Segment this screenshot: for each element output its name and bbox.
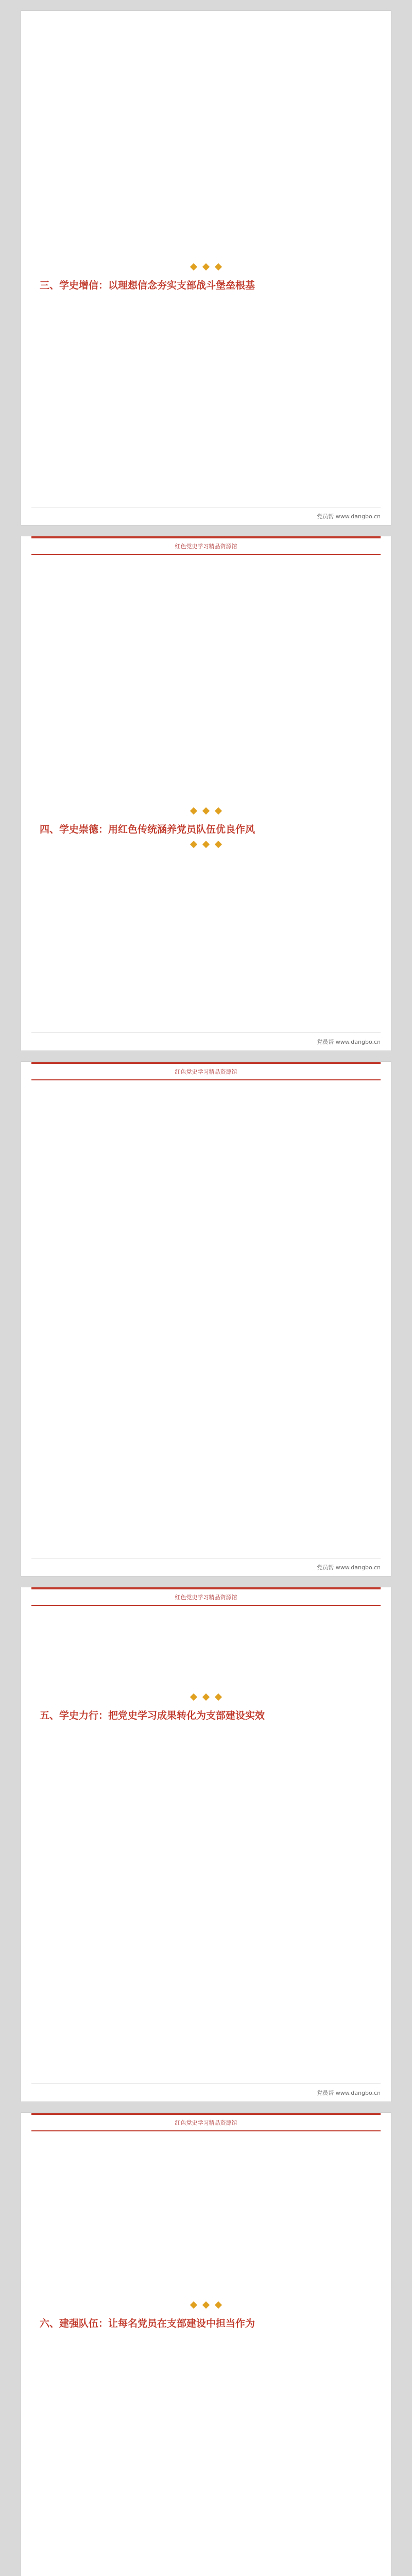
diamond-icon [190,263,197,270]
document-page-2 [21,536,391,1051]
section-title: 三、学史增信：以理想信念夯实支部战斗堡垒根基 [40,280,255,291]
paragraph [40,182,372,259]
diamond-icon [215,1693,222,1701]
section-divider [40,1694,372,1700]
paragraph [40,1810,372,1888]
document-page-1 [21,10,391,526]
paragraph [40,1169,372,1246]
page-header: 红色党史学习精品资源馆 [31,1064,381,1080]
section-divider [40,808,372,814]
paragraph [40,2336,372,2413]
paragraph [40,2418,372,2496]
paragraph [40,380,372,457]
paragraph [40,298,372,375]
section-title: 六、建强队伍：让每名党员在支部建设中担当作为 [40,2318,255,2329]
section-title: 五、学史力行：把党史学习成果转化为支部建设实效 [40,1710,265,1721]
paragraph [40,643,372,721]
paragraph [40,1087,372,1164]
page-content [21,555,391,847]
page-footer: 党员帮 www.dangbo.cn [31,2083,381,2102]
page-header: 红色党史学习精品资源馆 [31,2115,381,2131]
section-divider [40,264,372,269]
page-content [21,2131,391,2496]
page-content [21,1080,391,1494]
document-page-4 [21,1587,391,2102]
document-page-5 [21,2112,391,2576]
diamond-icon [202,807,210,815]
diamond-icon [190,2301,197,2309]
section-divider [40,2302,372,2308]
paragraph [40,1416,372,1494]
paragraph [40,1334,372,1411]
diamond-icon [215,807,222,815]
page-header: 红色党史学习精品资源馆 [31,538,381,555]
paragraph [40,1251,372,1329]
document-page-3 [21,1061,391,1577]
diamond-icon [202,1693,210,1701]
diamond-icon [190,841,197,848]
diamond-icon [215,2301,222,2309]
diamond-icon [215,263,222,270]
paragraph [40,17,372,94]
diamond-icon [202,841,210,848]
page-footer: 党员帮 www.dangbo.cn [31,507,381,525]
diamond-icon [202,2301,210,2309]
page-content [21,1606,391,1888]
paragraph [40,2138,372,2215]
paragraph [40,99,372,177]
page-header: 红色党史学习精品资源馆 [31,1589,381,1606]
paragraph [40,2220,372,2297]
diamond-icon [202,263,210,270]
diamond-icon [215,841,222,848]
page-footer: 党员帮 www.dangbo.cn [31,1558,381,1576]
paragraph [40,1728,372,1805]
diamond-icon [190,807,197,815]
page-content [21,11,391,457]
section-divider [40,842,372,847]
paragraph [40,561,372,638]
page-footer: 党员帮 www.dangbo.cn [31,1032,381,1050]
diamond-icon [190,1693,197,1701]
paragraph [40,1612,372,1689]
paragraph [40,726,372,803]
section-title: 四、学史崇德：用红色传统涵养党员队伍优良作风 [40,824,255,835]
